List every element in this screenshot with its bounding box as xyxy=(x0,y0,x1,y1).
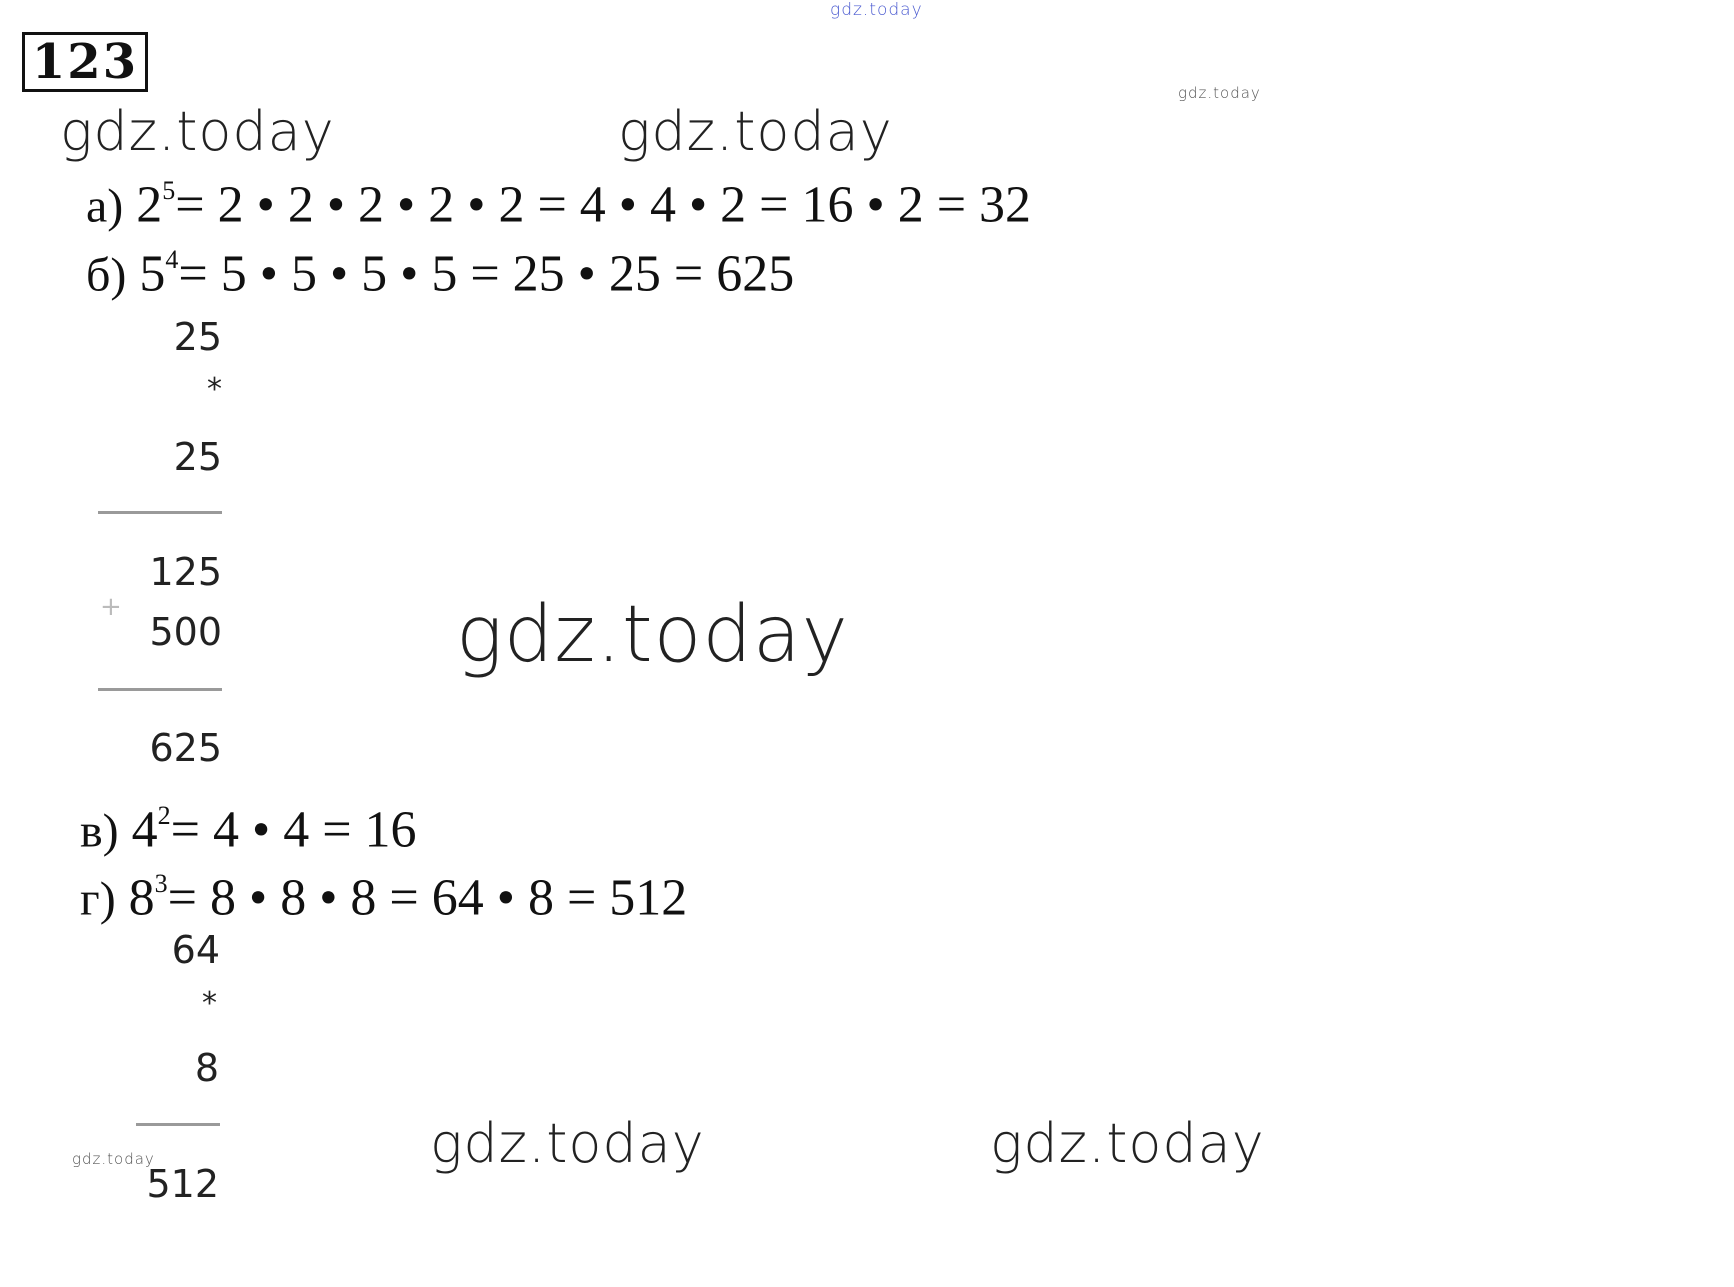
equation-v-exponent: 2 xyxy=(157,801,171,830)
column-b-rule-1 xyxy=(98,511,222,514)
equation-g-label: г) xyxy=(80,872,116,926)
equation-a-rhs: = 2 • 2 • 2 • 2 • 2 = 4 • 4 • 2 = 16 • 2 = 32 xyxy=(175,176,1032,234)
watermark-top-right: gdz.today xyxy=(1178,84,1261,102)
column-b-plus: + xyxy=(100,592,122,622)
column-b-partial-2: 500 xyxy=(149,610,222,654)
column-g-multiplicand: 64 xyxy=(171,928,220,972)
watermark-bottom-left: gdz.today xyxy=(72,1150,155,1168)
equation-b-rhs: = 5 • 5 • 5 • 5 = 25 • 25 = 625 xyxy=(178,245,795,303)
column-g-rule xyxy=(136,1123,220,1126)
watermark-top: gdz.today xyxy=(830,0,923,20)
equation-b-exponent: 4 xyxy=(165,245,179,274)
equation-v-rhs: = 4 • 4 = 16 xyxy=(170,801,417,859)
equation-g-rhs: = 8 • 8 • 8 = 64 • 8 = 512 xyxy=(167,869,688,927)
watermark-header-left: gdz.today xyxy=(60,100,335,163)
watermark-bottom-right: gdz.today xyxy=(990,1112,1265,1175)
equation-v-base: 4 xyxy=(131,801,158,859)
watermark-middle: gdz.today xyxy=(456,590,849,680)
column-g-multiplier: 8 xyxy=(194,1046,219,1090)
equation-a xyxy=(86,165,1031,236)
equation-b-base: 5 xyxy=(139,245,166,303)
equation-b xyxy=(86,234,794,305)
column-b-operator: * xyxy=(207,372,222,407)
equation-v xyxy=(80,790,417,861)
problem-number: 123 xyxy=(22,32,148,92)
equation-g xyxy=(80,858,687,929)
equation-g-exponent: 3 xyxy=(154,869,168,898)
column-b-result: 625 xyxy=(149,726,222,770)
equation-b-label: б) xyxy=(86,248,127,302)
column-b-multiplier: 25 xyxy=(173,435,222,479)
column-b-multiplicand: 25 xyxy=(173,315,222,359)
watermark-header-center: gdz.today xyxy=(618,100,893,163)
watermark-bottom-center: gdz.today xyxy=(430,1112,705,1175)
equation-v-label: в) xyxy=(80,804,119,858)
column-b-partial-1: 125 xyxy=(149,550,222,594)
equation-a-exponent: 5 xyxy=(162,176,176,205)
equation-a-label: а) xyxy=(86,179,124,233)
column-b-rule-2 xyxy=(98,688,222,691)
column-g-result: 512 xyxy=(146,1162,219,1206)
equation-g-base: 8 xyxy=(128,869,155,927)
equation-a-base: 2 xyxy=(136,176,163,234)
column-g-operator: * xyxy=(202,986,217,1021)
